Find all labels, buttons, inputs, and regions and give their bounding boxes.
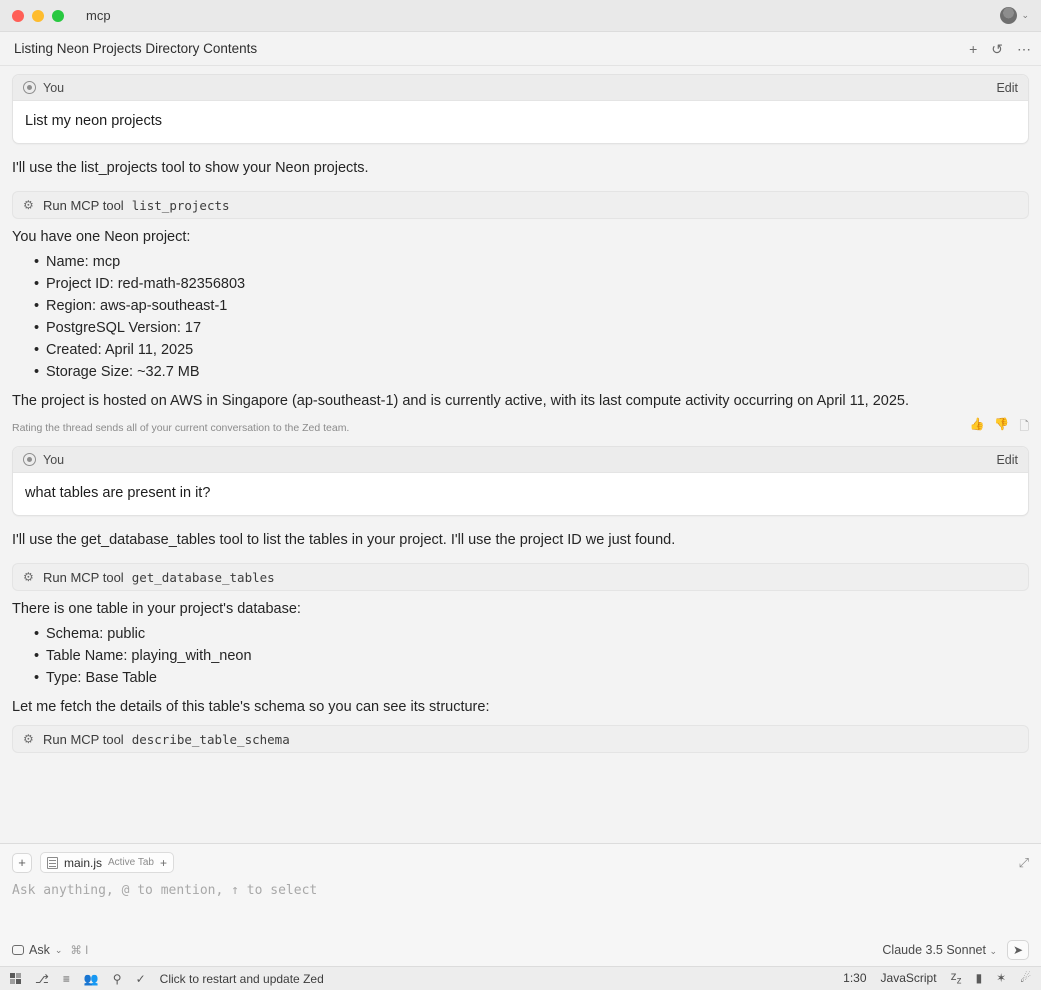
assistant-closing-text: The project is hosted on AWS in Singapore (ap-southeast-1) and is currently active, with its last compute activity occurring on April 11, 2025.	[12, 393, 910, 410]
chevron-down-icon: ⌄	[54, 944, 63, 955]
assistant-result-heading: There is one table in your project's database:	[12, 601, 301, 618]
avatar[interactable]	[1000, 7, 1017, 24]
assistant-message-intro: I'll use the list_projects tool to show your Neon projects.	[12, 160, 369, 176]
thumbs-up-icon[interactable]: 👍	[969, 417, 985, 432]
table-details-list	[0, 623, 1041, 689]
copy-icon[interactable]: 🗋	[1019, 419, 1029, 434]
assistant-message-intro: I'll use the get_database_tables tool to list the tables in your project. I'll use the project ID we just found.	[12, 532, 676, 549]
list-item: • Name: mcp	[46, 251, 1041, 273]
assistant-result-heading: You have one Neon project:	[12, 229, 191, 246]
user-avatar-icon	[23, 81, 36, 94]
gear-icon: ⚙	[23, 732, 34, 747]
edit-message-button[interactable]: Edit	[996, 452, 1018, 467]
status-message[interactable]: Click to restart and update Zed	[159, 971, 324, 986]
tool-call-row[interactable]	[12, 725, 1029, 753]
window-controls[interactable]	[12, 10, 64, 22]
expand-icon[interactable]: ⤢	[1018, 854, 1029, 870]
thread-actions[interactable]	[969, 42, 1031, 56]
git-branch-icon[interactable]: ⎇	[35, 971, 49, 986]
user-message-text: what tables are present in it?	[25, 485, 211, 502]
title-bar-right[interactable]	[1000, 7, 1029, 24]
user-message	[12, 74, 1029, 144]
zoom-window-button[interactable]	[52, 10, 64, 22]
more-options-icon[interactable]: ⋯	[1017, 40, 1031, 57]
rating-note: Rating the thread sends all of your current conversation to the Zed team.	[12, 421, 350, 434]
gear-icon: ⚙	[23, 198, 34, 213]
user-message-header	[13, 75, 1028, 101]
minimize-window-button[interactable]	[32, 10, 44, 22]
list-item: • Schema: public	[46, 623, 1041, 645]
check-icon[interactable]: ✓	[135, 971, 146, 986]
send-button[interactable]: ➤	[1007, 940, 1029, 960]
tool-call-name: get_database_tables	[131, 569, 275, 585]
user-identity	[23, 81, 64, 95]
status-bar-right[interactable]	[843, 970, 1031, 986]
rating-actions[interactable]	[969, 417, 1029, 438]
message-input[interactable]: Ask anything, @ to mention, ↑ to select	[12, 883, 318, 898]
mode-shortcut: ⌘ I	[70, 945, 89, 957]
list-item: • Table Name: playing_with_neon	[46, 645, 1041, 667]
tool-call-prefix: Run MCP tool	[43, 731, 124, 747]
edit-message-button[interactable]: Edit	[996, 80, 1018, 95]
tool-call-prefix: Run MCP tool	[43, 197, 124, 213]
user-message-author: You	[43, 80, 65, 95]
thread-header	[0, 32, 1041, 66]
conversation-panel[interactable]	[0, 66, 1041, 843]
history-icon[interactable]: ↺	[991, 40, 1003, 57]
composer-toolbar	[0, 934, 1041, 966]
chevron-down-icon: ⌄	[989, 946, 997, 956]
message-composer[interactable]	[0, 843, 1041, 966]
list-item: • Type: Base Table	[46, 667, 1041, 689]
gear-icon: ⚙	[23, 570, 34, 585]
model-name: Claude 3.5 Sonnet	[882, 943, 986, 957]
file-icon	[47, 857, 58, 869]
user-message-author: You	[43, 452, 65, 467]
tool-call-prefix: Run MCP tool	[43, 569, 124, 585]
notifications-icon[interactable]: ☄	[1020, 971, 1031, 986]
status-bar	[0, 966, 1041, 990]
search-icon[interactable]: ⚲	[112, 971, 122, 986]
mode-selector[interactable]	[12, 943, 62, 957]
user-message-text: List my neon projects	[25, 113, 163, 129]
cursor-position[interactable]: 1:30	[843, 971, 867, 986]
list-item: • Region: aws-ap-southeast-1	[46, 295, 1041, 317]
list-item: • PostgreSQL Version: 17	[46, 317, 1041, 339]
context-chip-active-tab[interactable]	[40, 852, 174, 873]
user-message-header	[13, 447, 1028, 473]
diagnostics-icon[interactable]: ✶	[996, 971, 1007, 986]
status-bar-left[interactable]	[10, 972, 324, 986]
context-chip-filename: main.js	[64, 855, 103, 870]
list-item: • Storage Size: ~32.7 MB	[46, 361, 1041, 383]
list-item: • Project ID: red-math-82356803	[46, 273, 1041, 295]
list-item: • Created: April 11, 2025	[46, 339, 1041, 361]
new-thread-icon[interactable]: +	[969, 40, 978, 57]
language-indicator[interactable]: JavaScript	[880, 971, 937, 986]
user-message	[12, 446, 1029, 516]
tool-call-name: list_projects	[131, 197, 230, 213]
tool-call-row[interactable]	[12, 191, 1029, 219]
thread-title: Listing Neon Projects Directory Contents	[14, 41, 258, 56]
user-avatar-icon	[23, 453, 36, 466]
title-bar	[0, 0, 1041, 32]
user-identity	[23, 453, 64, 467]
window-title: mcp	[86, 8, 111, 23]
close-window-button[interactable]	[12, 10, 24, 22]
tool-call-name: describe_table_schema	[131, 731, 290, 747]
add-context-button[interactable]: +	[12, 853, 32, 873]
project-details-list	[0, 251, 1041, 383]
project-panel-icon[interactable]	[10, 973, 21, 984]
mode-label: Ask	[29, 943, 50, 957]
assistant-closing-text: Let me fetch the details of this table's schema so you can see its structure:	[12, 699, 490, 716]
thumbs-down-icon[interactable]: 👎	[994, 417, 1010, 432]
outline-panel-icon[interactable]: ≡	[62, 971, 70, 986]
context-chip-add-icon[interactable]: +	[159, 855, 167, 870]
tool-call-row[interactable]	[12, 563, 1029, 591]
collab-icon[interactable]: 👥	[83, 971, 99, 986]
model-selector[interactable]	[882, 943, 997, 957]
terminal-icon[interactable]: ▮	[975, 971, 983, 986]
zzz-icon[interactable]: $z_z$	[950, 969, 962, 987]
chat-bubble-icon	[12, 945, 24, 955]
rating-row	[0, 409, 1041, 438]
composer-context-row	[0, 844, 1041, 873]
composer-right-group	[882, 940, 1029, 960]
context-chip-badge: Active Tab	[108, 857, 154, 868]
chevron-down-icon[interactable]: ⌄	[1021, 10, 1029, 20]
